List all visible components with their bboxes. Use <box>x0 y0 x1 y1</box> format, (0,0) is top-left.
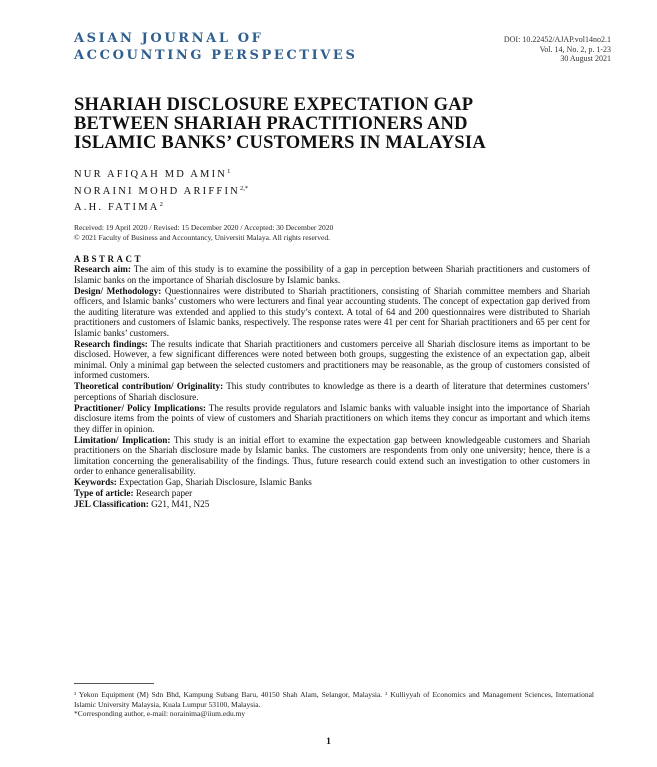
volume-info: Vol. 14, No. 2, p. 1-23 <box>539 44 611 54</box>
section-text: The results provide regulators and Islamic banks with valuable insight into the importance of Shariah disclosure items from the points of view of customers and Shariah practitioners on which items they concur as important and which items they differ in opinion. <box>74 402 590 434</box>
section-label: Research findings: <box>74 338 148 349</box>
author <box>74 165 248 182</box>
abstract-limitation <box>74 435 590 477</box>
abstract <box>74 254 590 510</box>
author-list <box>74 165 248 215</box>
section-text: G21, M41, N25 <box>148 499 210 509</box>
abstract-keywords <box>74 477 590 488</box>
footnote <box>74 690 594 719</box>
section-text: The aim of this study is to examine the possibility of a gap in perception between Shariah practitioners and customers of Islamic banks on the importance of Shariah disclosure by Islamic banks. <box>74 264 591 285</box>
submission-dates: Received: 19 April 2020 / Revised: 15 December 2020 / Accepted: 30 December 2020 <box>74 223 334 232</box>
section-label: Theoretical contribution/ Originality: <box>74 381 224 391</box>
journal-name-line2: ACCOUNTING PERSPECTIVES <box>74 48 358 63</box>
author-name: NUR AFIQAH MD AMIN <box>74 169 228 180</box>
abstract-design-methodology <box>74 286 590 339</box>
doi-link[interactable]: DOI: 10.22452/AJAP.vol14no2.1 <box>503 35 611 44</box>
abstract-research-aim <box>74 264 590 285</box>
section-label: Design/ Methodology: <box>74 285 162 296</box>
abstract-article-type <box>74 488 590 499</box>
section-text: Questionnaires were distributed to Shariah practitioners, consisting of Shariah committee members and Shariah officers, and Islamic banks’ customers who were lecturers and final year accounting students. The concept of expectation gap derived from the auditing literature was extended and applied to this study’s context. A total of 64 and 200 questionnaires were distributed to Shariah practitioners and customers of Islamic banks, respectively. The response rates were 41 per cent for Shariah practitioners and 65 per cent for Islamic banks’ customers. <box>74 285 590 338</box>
page-number: 1 <box>326 737 331 747</box>
author-name: NORAINI MOHD ARIFFIN <box>74 185 240 197</box>
section-label: Research aim: <box>74 264 131 274</box>
article-dates <box>74 223 333 242</box>
copyright-notice: © 2021 Faculty of Business and Accountancy, Universiti Malaya. All rights reserved. <box>74 232 330 242</box>
paper-title-line1: SHARIAH DISCLOSURE EXPECTATION GAP <box>74 95 474 115</box>
footnote-divider <box>74 683 154 684</box>
author-affiliation-mark: 2,* <box>239 184 249 192</box>
article-meta <box>504 35 611 64</box>
author-affiliation-mark: 2 <box>159 201 163 208</box>
abstract-practitioner-implications <box>74 403 590 435</box>
section-text: Expectation Gap, Shariah Disclosure, Islamic Banks <box>116 477 312 487</box>
author-affiliation-mark: 1 <box>227 168 231 175</box>
abstract-research-findings <box>74 339 590 381</box>
section-label: Type of article: <box>74 488 134 498</box>
section-label: Limitation/ Implication: <box>74 434 171 445</box>
journal-name-line1: ASIAN JOURNAL OF <box>74 31 264 46</box>
section-text: Research paper <box>133 488 193 498</box>
abstract-heading: ABSTRACT <box>74 254 144 264</box>
abstract-theoretical-contribution <box>74 381 590 402</box>
affiliations: ¹ Yekon Equipment (M) Sdn Bhd, Kampung Subang Baru, 40150 Shah Alam, Selangor, Malaysia. ² Kulliyyah of Economics and Management Sciences, International Islamic University Malaysia, Kuala Lumpur 53100, Malaysia. <box>74 690 594 709</box>
section-text: This study contributes to knowledge as there is a dearth of literature that determines customers’ perceptions of Shariah disclosure. <box>74 381 590 402</box>
journal-name <box>74 30 357 64</box>
section-label: Practitioner/ Policy Implications: <box>74 402 206 413</box>
paper-title-line2: BETWEEN SHARIAH PRACTITIONERS AND <box>74 114 468 134</box>
section-label: JEL Classification: <box>74 499 149 509</box>
author <box>74 182 248 199</box>
abstract-jel-classification <box>74 499 590 510</box>
paper-title <box>74 96 594 153</box>
corresponding-author: *Corresponding author, e-mail: norainima@iium.edu.my <box>74 709 246 718</box>
section-text: This study is an initial effort to examine the expectation gap between knowledgeable customers and Shariah practitioners on the Shariah disclosure made by Islamic banks. The customers are respondents from only one university; hence, there is a limitation concerning the generalisability of the findings. Thus, future research could extend such an investigation to other customers in order to enhance generalisability. <box>74 434 590 476</box>
paper-title-line3: ISLAMIC BANKS’ CUSTOMERS IN MALAYSIA <box>74 133 486 153</box>
section-label: Keywords: <box>74 477 117 487</box>
author-name: A.H. FATIMA <box>74 202 160 213</box>
section-text: The results indicate that Shariah practitioners and customers perceive all Shariah disclosure items as important to be disclosed. However, a few significant differences were noted between both groups, suggesting the existence of an expectation gap, albeit minimal. Only a minimal gap between the selected customers and practitioners may be reasonable, as the group of customers consisted of informed customers. <box>74 338 590 380</box>
publication-date: 30 August 2021 <box>560 54 611 63</box>
author <box>74 198 248 215</box>
